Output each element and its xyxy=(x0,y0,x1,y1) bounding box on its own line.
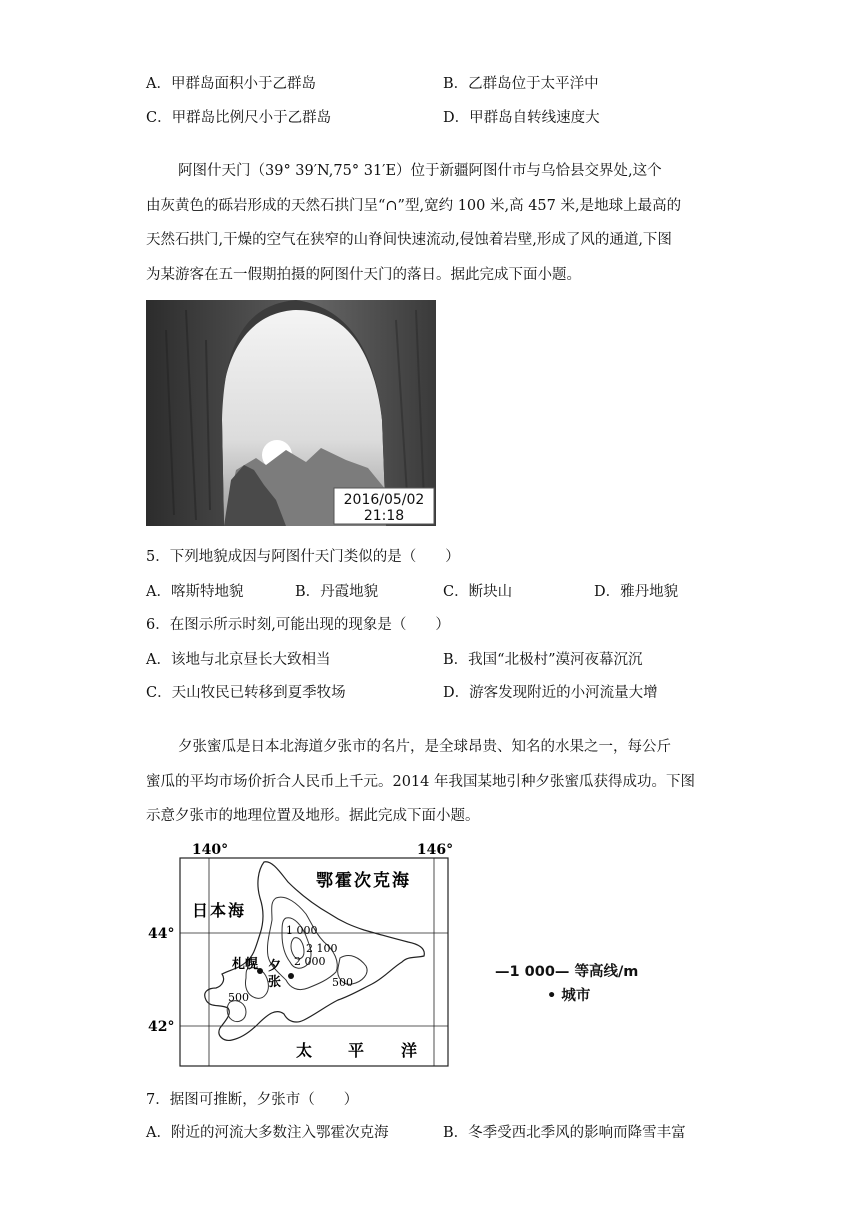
q6-option-b: B．我国“北极村”漠河夜幕沉沉 xyxy=(443,652,643,668)
passage2-line: 蜜瓜的平均市场价折合人民币上千元。2014 年我国某地引种夕张蜜瓜获得成功。下图 xyxy=(146,773,696,790)
photo-date: 2016/05/02 xyxy=(343,492,425,508)
q6-option-a: A．该地与北京昼长大致相当 xyxy=(146,652,331,668)
legend-city-row xyxy=(495,984,638,1008)
map-label-pacific-3: 洋 xyxy=(401,1041,418,1060)
legend-contour-line: — xyxy=(495,964,510,980)
photo-time: 21:18 xyxy=(363,508,405,524)
q5-option-b: B．丹霞地貌 xyxy=(295,584,379,600)
map-label-pacific-1: 太 xyxy=(296,1041,313,1060)
passage2-line: 示意夕张市的地理位置及地形。据此完成下面小题。 xyxy=(146,808,480,824)
q4-option-d: D．甲群岛自转线速度大 xyxy=(443,110,600,126)
map-lon-140: 140° xyxy=(191,842,229,858)
map-city-yubari-2: 张 xyxy=(268,975,282,990)
map-lon-146: 146° xyxy=(416,842,454,858)
q4-option-c: C．甲群岛比例尺小于乙群岛 xyxy=(146,110,332,126)
map-lat-42: 42° xyxy=(148,1019,175,1035)
map-contour-1000: 1 000 xyxy=(286,924,318,937)
legend-contour-sample: 1 000 xyxy=(509,964,555,980)
q5-stem: 5．下列地貌成因与阿图什天门类似的是（ ） xyxy=(146,549,460,565)
hokkaido-map xyxy=(146,838,486,1074)
q7-option-b: B．冬季受西北季风的影响而降雪丰富 xyxy=(443,1125,686,1141)
passage1-line: 天然石拱门,干燥的空气在狭窄的山脊间快速流动,侵蚀着岩壁,形成了风的通道,下图 xyxy=(146,232,672,248)
map-contour-2000: 2 000 xyxy=(294,955,326,968)
q6-option-c: C．天山牧民已转移到夏季牧场 xyxy=(146,685,346,701)
map-city-yubari-1: 夕 xyxy=(268,959,282,974)
passage-yubari-melon xyxy=(146,730,726,834)
passage-atush-gate xyxy=(146,154,726,292)
atush-gate-photo xyxy=(146,300,436,526)
legend-contour-label: 等高线/m xyxy=(574,964,639,980)
legend-contour-row xyxy=(495,960,638,984)
q6-option-d: D．游客发现附近的小河流量大增 xyxy=(443,685,658,701)
legend-city-label: 城市 xyxy=(561,988,591,1004)
map-legend xyxy=(495,960,638,1008)
q4-option-a: A．甲群岛面积小于乙群岛 xyxy=(146,76,316,92)
map-label-sea-of-japan: 日本海 xyxy=(192,901,247,920)
q6-stem: 6．在图示所示时刻,可能出现的现象是（ ） xyxy=(146,617,450,633)
map-label-pacific-2: 平 xyxy=(348,1041,365,1060)
q5-option-c: C．断块山 xyxy=(443,584,513,600)
passage1-line: 由灰黄色的砾岩形成的天然石拱门呈“∩”型,宽约 100 米,高 457 米,是地球上最高的 xyxy=(146,197,682,214)
passage1-line: 为某游客在五一假期拍摄的阿图什天门的落日。据此完成下面小题。 xyxy=(146,266,581,283)
map-lat-44: 44° xyxy=(148,926,175,942)
legend-contour-line: — xyxy=(554,964,570,980)
map-label-okhotsk: 鄂霍次克海 xyxy=(316,871,411,891)
q7-option-a: A．附近的河流大多数注入鄂霍次克海 xyxy=(146,1125,389,1141)
yubari-dot xyxy=(288,973,294,979)
passage1-line: 阿图什天门（39° 39′N,75° 31′E）位于新疆阿图什市与乌恰县交界处,这个 xyxy=(178,163,662,179)
q5-option-d: D．雅丹地貌 xyxy=(594,584,679,600)
map-contour-500b: 500 xyxy=(332,976,353,989)
q4-option-b: B．乙群岛位于太平洋中 xyxy=(443,76,599,92)
q7-stem: 7．据图可推断，夕张市（ ） xyxy=(146,1092,359,1108)
legend-city-dot-icon: • xyxy=(547,988,557,1004)
passage2-line: 夕张蜜瓜是日本北海道夕张市的名片，是全球昂贵、知名的水果之一，每公斤 xyxy=(178,739,671,755)
map-city-sapporo: 札幌 xyxy=(232,957,259,972)
q5-option-a: A．喀斯特地貌 xyxy=(146,584,244,600)
map-contour-500a: 500 xyxy=(228,991,249,1004)
map-contour-2100: 2 100 xyxy=(306,942,338,955)
